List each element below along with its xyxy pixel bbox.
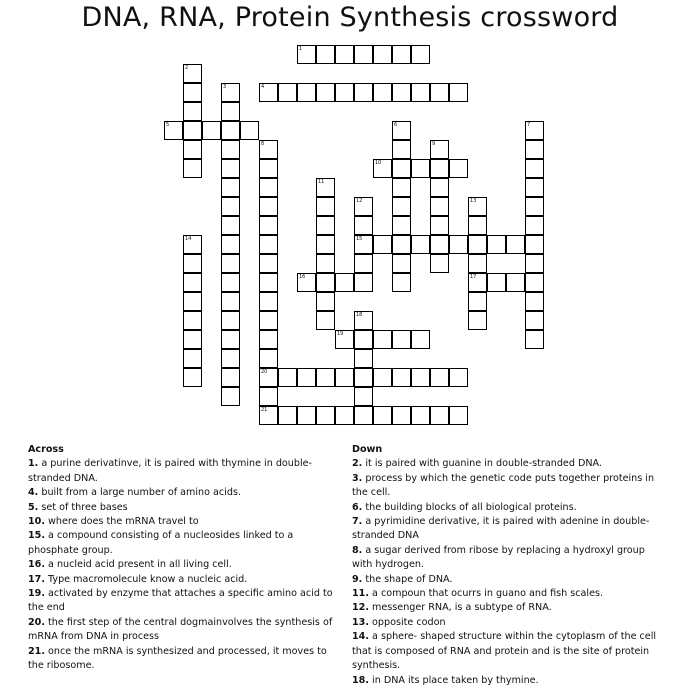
clue-number-label: 16: [299, 274, 306, 280]
grid-cell[interactable]: [221, 235, 240, 254]
clue-number-label: 17: [470, 274, 477, 280]
grid-cell[interactable]: [373, 406, 392, 425]
clue-number-label: 15: [356, 236, 363, 242]
grid-cell[interactable]: [487, 235, 506, 254]
grid-cell[interactable]: [392, 197, 411, 216]
grid-cell[interactable]: [221, 349, 240, 368]
grid-cell[interactable]: [430, 406, 449, 425]
grid-cell[interactable]: [354, 311, 373, 330]
grid-cell[interactable]: [183, 292, 202, 311]
grid-cell[interactable]: [354, 368, 373, 387]
grid-cell[interactable]: [221, 197, 240, 216]
grid-cell[interactable]: [278, 368, 297, 387]
grid-cell[interactable]: [183, 330, 202, 349]
grid-cell[interactable]: [335, 330, 354, 349]
grid-cell[interactable]: [316, 254, 335, 273]
clue-text: set of three bases: [38, 501, 128, 513]
grid-cell[interactable]: [373, 235, 392, 254]
grid-cell[interactable]: [259, 140, 278, 159]
grid-cell[interactable]: [259, 197, 278, 216]
clue-number: 7.: [352, 516, 363, 528]
down-clue-line: [352, 486, 682, 500]
down-clue-line: [352, 630, 682, 644]
clue-number: 4.: [28, 487, 39, 499]
clue-number-label: 12: [356, 198, 363, 204]
clue-number: 18.: [352, 674, 369, 686]
grid-cell[interactable]: [335, 83, 354, 102]
grid-cell[interactable]: [392, 273, 411, 292]
down-clue-line: [352, 457, 682, 471]
clue-number-label: 10: [375, 160, 382, 166]
down-clues: [352, 443, 682, 688]
grid-cell[interactable]: [430, 83, 449, 102]
down-clue-line: [352, 587, 682, 601]
grid-cell[interactable]: [525, 197, 544, 216]
grid-cell[interactable]: [183, 83, 202, 102]
grid-cell[interactable]: [468, 311, 487, 330]
clue-number: 19.: [28, 588, 45, 600]
grid-cell[interactable]: [430, 178, 449, 197]
grid-cell[interactable]: [411, 45, 430, 64]
grid-cell[interactable]: [506, 273, 525, 292]
down-clue-line: [352, 601, 682, 615]
grid-cell[interactable]: [430, 159, 449, 178]
clue-text: the cell.: [352, 487, 391, 499]
grid-cell[interactable]: [221, 178, 240, 197]
grid-cell[interactable]: [373, 159, 392, 178]
grid-cell[interactable]: [240, 121, 259, 140]
grid-cell[interactable]: [316, 83, 335, 102]
grid-cell[interactable]: [354, 254, 373, 273]
down-clue-line: [352, 645, 682, 659]
grid-cell[interactable]: [202, 121, 221, 140]
across-clue-line: [28, 529, 353, 543]
grid-cell[interactable]: [316, 235, 335, 254]
clue-number-label: 13: [470, 198, 477, 204]
grid-cell[interactable]: [183, 349, 202, 368]
grid-cell[interactable]: [506, 235, 525, 254]
clue-text: it is paired with guanine in double-stranded DNA.: [362, 458, 602, 470]
grid-cell[interactable]: [221, 330, 240, 349]
grid-cell[interactable]: [468, 216, 487, 235]
down-clue-line: [352, 573, 682, 587]
grid-cell[interactable]: [221, 368, 240, 387]
grid-cell[interactable]: [316, 273, 335, 292]
grid-cell[interactable]: [221, 273, 240, 292]
grid-cell[interactable]: [297, 368, 316, 387]
grid-cell[interactable]: [316, 311, 335, 330]
clue-number-label: 19: [337, 331, 344, 337]
grid-cell[interactable]: [335, 45, 354, 64]
grid-cell[interactable]: [468, 273, 487, 292]
clue-number: 2.: [352, 458, 363, 470]
grid-cell[interactable]: [259, 254, 278, 273]
across-clue-line: [28, 645, 353, 659]
across-clue-line: [28, 515, 353, 529]
grid-cell[interactable]: [392, 178, 411, 197]
grid-cell[interactable]: [468, 197, 487, 216]
across-heading: Across: [28, 444, 64, 455]
grid-cell[interactable]: [335, 273, 354, 292]
across-clue-line: [28, 558, 353, 572]
clue-number: 6.: [352, 501, 363, 513]
grid-cell[interactable]: [259, 292, 278, 311]
grid-cell[interactable]: [373, 83, 392, 102]
grid-cell[interactable]: [392, 254, 411, 273]
grid-cell[interactable]: [316, 368, 335, 387]
clue-text: the ribosome.: [28, 660, 95, 672]
down-clue-line: [352, 616, 682, 630]
clue-text: stranded DNA.: [28, 472, 98, 484]
across-clue-line: [28, 486, 353, 500]
across-clue-line: [28, 472, 353, 486]
grid-cell[interactable]: [259, 235, 278, 254]
clue-number: 14.: [352, 631, 369, 643]
grid-cell[interactable]: [354, 45, 373, 64]
clue-text: a compound consisting of a nucleosides linked to a: [45, 530, 294, 542]
grid-cell[interactable]: [259, 273, 278, 292]
clue-number: 20.: [28, 616, 45, 628]
grid-cell[interactable]: [525, 121, 544, 140]
clue-text: phosphate group.: [28, 544, 113, 556]
clue-number: 15.: [28, 530, 45, 542]
clue-number-label: 2: [185, 65, 189, 71]
clue-number: 13.: [352, 616, 369, 628]
grid-cell[interactable]: [411, 368, 430, 387]
grid-cell[interactable]: [392, 159, 411, 178]
grid-cell[interactable]: [525, 273, 544, 292]
down-clue-line: [352, 515, 682, 529]
clue-text: a compoun that ocurrs in guano and fish scales.: [369, 588, 604, 600]
grid-cell[interactable]: [430, 254, 449, 273]
grid-cell[interactable]: [297, 273, 316, 292]
grid-cell[interactable]: [316, 406, 335, 425]
clue-number: 16.: [28, 559, 45, 571]
grid-cell[interactable]: [221, 83, 240, 102]
grid-cell[interactable]: [221, 216, 240, 235]
grid-cell[interactable]: [259, 387, 278, 406]
down-clue-line: [352, 472, 682, 486]
grid-cell[interactable]: [392, 406, 411, 425]
clue-text: stranded DNA: [352, 530, 419, 542]
clue-number: 5.: [28, 501, 39, 513]
grid-cell[interactable]: [392, 121, 411, 140]
grid-cell[interactable]: [259, 406, 278, 425]
grid-cell[interactable]: [354, 216, 373, 235]
grid-cell[interactable]: [259, 349, 278, 368]
clue-text: with hydrogen.: [352, 559, 424, 571]
grid-cell[interactable]: [392, 83, 411, 102]
grid-cell[interactable]: [259, 368, 278, 387]
grid-cell[interactable]: [430, 216, 449, 235]
clue-text: a purine derivatinve, it is paired with thymine in double-: [38, 458, 312, 470]
grid-cell[interactable]: [221, 140, 240, 159]
clue-text: process by which the genetic code puts together proteins in: [362, 472, 655, 484]
clue-text: a sphere- shaped structure within the cytoplasm of the cell: [369, 631, 657, 643]
grid-cell[interactable]: [449, 83, 468, 102]
grid-cell[interactable]: [392, 235, 411, 254]
clue-text: Type macromolecule know a nucleic acid.: [45, 573, 248, 585]
clue-text: once the mRNA is synthesized and processed, it moves to: [45, 645, 327, 657]
grid-cell[interactable]: [373, 368, 392, 387]
grid-cell[interactable]: [354, 273, 373, 292]
grid-cell[interactable]: [183, 140, 202, 159]
grid-cell[interactable]: [373, 330, 392, 349]
clue-text: a nucleid acid present in all living cell.: [45, 559, 232, 571]
grid-cell[interactable]: [221, 121, 240, 140]
grid-cell[interactable]: [259, 83, 278, 102]
across-clue-line: [28, 501, 353, 515]
clue-number-label: 20: [261, 369, 268, 375]
grid-cell[interactable]: [335, 368, 354, 387]
grid-cell[interactable]: [449, 406, 468, 425]
grid-cell[interactable]: [259, 311, 278, 330]
grid-cell[interactable]: [259, 330, 278, 349]
grid-cell[interactable]: [316, 45, 335, 64]
clue-number-label: 4: [261, 84, 265, 90]
clue-number-label: 18: [356, 312, 363, 318]
grid-cell[interactable]: [392, 330, 411, 349]
clue-text: mRNA from DNA in process: [28, 631, 160, 643]
grid-cell[interactable]: [430, 140, 449, 159]
grid-cell[interactable]: [354, 83, 373, 102]
clue-text: the end: [28, 602, 65, 614]
across-clue-line: [28, 573, 353, 587]
clue-number-label: 11: [318, 179, 325, 185]
grid-cell[interactable]: [316, 292, 335, 311]
clue-number: 21.: [28, 645, 45, 657]
grid-cell[interactable]: [468, 254, 487, 273]
grid-cell[interactable]: [335, 406, 354, 425]
grid-cell[interactable]: [297, 83, 316, 102]
grid-cell[interactable]: [221, 254, 240, 273]
clue-text: where does the mRNA travel to: [45, 516, 199, 528]
clue-text: the building blocks of all biological proteins.: [362, 501, 577, 513]
across-clue-line: [28, 601, 353, 615]
clue-text: that is composed of RNA and protein and is the site of protein: [352, 645, 650, 657]
grid-cell[interactable]: [525, 292, 544, 311]
grid-cell[interactable]: [183, 368, 202, 387]
grid-cell[interactable]: [183, 273, 202, 292]
grid-cell[interactable]: [354, 387, 373, 406]
clue-text: a sugar derived from ribose by replacing a hydroxyl group: [362, 544, 645, 556]
grid-cell[interactable]: [411, 83, 430, 102]
clue-number: 12.: [352, 602, 369, 614]
clue-text: in DNA its place taken by thymine.: [369, 674, 539, 686]
grid-cell[interactable]: [525, 159, 544, 178]
grid-cell[interactable]: [183, 235, 202, 254]
clue-number: 11.: [352, 588, 369, 600]
grid-cell[interactable]: [183, 64, 202, 83]
grid-cell[interactable]: [221, 102, 240, 121]
grid-cell[interactable]: [354, 235, 373, 254]
grid-cell[interactable]: [411, 235, 430, 254]
grid-cell[interactable]: [525, 254, 544, 273]
clue-number-label: 14: [185, 236, 192, 242]
grid-cell[interactable]: [183, 311, 202, 330]
grid-cell[interactable]: [183, 254, 202, 273]
clue-text: the first step of the central dogmainvolves the synthesis of: [45, 616, 333, 628]
grid-cell[interactable]: [392, 368, 411, 387]
grid-cell[interactable]: [468, 292, 487, 311]
across-clue-line: [28, 544, 353, 558]
clue-text: built from a large number of amino acids.: [38, 487, 241, 499]
grid-cell[interactable]: [525, 216, 544, 235]
grid-cell[interactable]: [525, 178, 544, 197]
clue-text: a pyrimidine derivative, it is paired with adenine in double-: [362, 516, 650, 528]
clue-number-label: 6: [394, 122, 398, 128]
grid-cell[interactable]: [278, 83, 297, 102]
clue-text: synthesis.: [352, 660, 401, 672]
clue-text: the shape of DNA.: [362, 573, 453, 585]
down-clue-line: [352, 501, 682, 515]
grid-cell[interactable]: [221, 387, 240, 406]
grid-cell[interactable]: [449, 368, 468, 387]
grid-cell[interactable]: [411, 330, 430, 349]
down-clue-line: [352, 558, 682, 572]
page-title: DNA, RNA, Protein Synthesis crossword: [81, 2, 619, 33]
clue-number-label: 1: [299, 46, 303, 52]
down-clue-line: [352, 674, 682, 688]
grid-cell[interactable]: [411, 406, 430, 425]
grid-cell[interactable]: [430, 368, 449, 387]
grid-cell[interactable]: [449, 235, 468, 254]
grid-cell[interactable]: [183, 121, 202, 140]
across-clue-line: [28, 630, 353, 644]
grid-cell[interactable]: [525, 140, 544, 159]
across-clue-line: [28, 587, 353, 601]
down-clue-line: [352, 659, 682, 673]
clue-number-label: 5: [166, 122, 170, 128]
clue-number: 10.: [28, 516, 45, 528]
grid-cell[interactable]: [373, 45, 392, 64]
grid-cell[interactable]: [221, 159, 240, 178]
down-clue-line: [352, 529, 682, 543]
grid-cell[interactable]: [183, 102, 202, 121]
grid-cell[interactable]: [392, 216, 411, 235]
clue-number-label: 7: [527, 122, 531, 128]
grid-cell[interactable]: [221, 311, 240, 330]
grid-cell[interactable]: [221, 292, 240, 311]
grid-cell[interactable]: [316, 178, 335, 197]
grid-cell[interactable]: [354, 197, 373, 216]
clue-number: 1.: [28, 458, 39, 470]
grid-cell[interactable]: [278, 406, 297, 425]
grid-cell[interactable]: [354, 349, 373, 368]
clue-number: 9.: [352, 573, 363, 585]
clue-number: 8.: [352, 544, 363, 556]
clue-number-label: 21: [261, 407, 268, 413]
across-clues: [28, 443, 353, 674]
clue-number-label: 9: [432, 141, 436, 147]
grid-cell[interactable]: [449, 159, 468, 178]
grid-cell[interactable]: [392, 140, 411, 159]
grid-cell[interactable]: [468, 235, 487, 254]
across-clue-line: [28, 659, 353, 673]
grid-cell[interactable]: [354, 406, 373, 425]
grid-cell[interactable]: [297, 45, 316, 64]
clue-number-label: 3: [223, 84, 227, 90]
grid-cell[interactable]: [259, 178, 278, 197]
grid-cell[interactable]: [525, 330, 544, 349]
across-clue-line: [28, 457, 353, 471]
grid-cell[interactable]: [487, 273, 506, 292]
grid-cell[interactable]: [411, 159, 430, 178]
across-clue-line: [28, 616, 353, 630]
clue-text: messenger RNA, is a subtype of RNA.: [369, 602, 552, 614]
grid-cell[interactable]: [164, 121, 183, 140]
down-clue-line: [352, 544, 682, 558]
clue-text: opposite codon: [369, 616, 446, 628]
clue-number-label: 8: [261, 141, 265, 147]
grid-cell[interactable]: [183, 159, 202, 178]
clue-number: 17.: [28, 573, 45, 585]
grid-cell[interactable]: [525, 235, 544, 254]
clue-number: 3.: [352, 472, 363, 484]
grid-cell[interactable]: [316, 216, 335, 235]
grid-cell[interactable]: [525, 311, 544, 330]
grid-cell[interactable]: [259, 216, 278, 235]
clue-text: activated by enzyme that attaches a specific amino acid to: [45, 588, 333, 600]
down-heading: Down: [352, 444, 383, 455]
grid-cell[interactable]: [259, 159, 278, 178]
grid-cell[interactable]: [430, 197, 449, 216]
grid-cell[interactable]: [392, 45, 411, 64]
grid-cell[interactable]: [316, 197, 335, 216]
grid-cell[interactable]: [297, 406, 316, 425]
grid-cell[interactable]: [430, 235, 449, 254]
grid-cell[interactable]: [354, 330, 373, 349]
